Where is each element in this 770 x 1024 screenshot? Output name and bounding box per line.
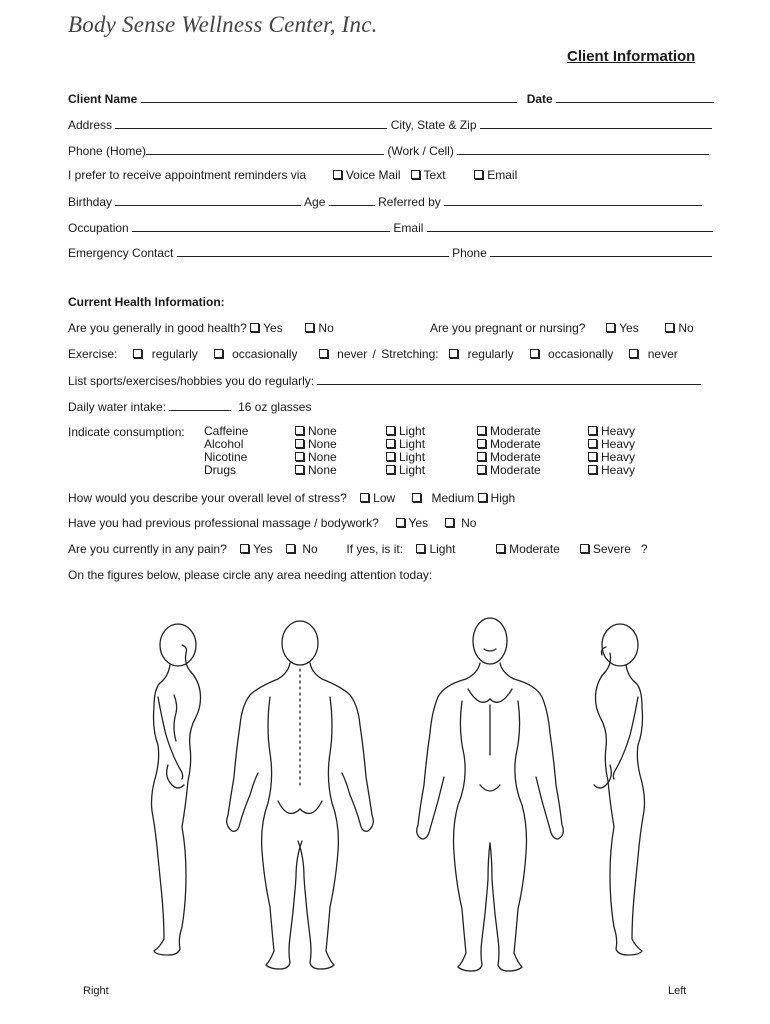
light-label: Light [399, 463, 426, 477]
page-title: Client Information [567, 48, 696, 65]
no-label: No [318, 321, 334, 335]
none-label: None [308, 450, 337, 464]
email-label: Email [393, 221, 424, 235]
birthday-label: Birthday [68, 195, 113, 209]
company-logo: Body Sense Wellness Center, Inc. [68, 12, 378, 37]
client-name-label: Client Name [68, 92, 138, 106]
body-figures[interactable] [110, 605, 670, 990]
caffeine-heavy-checkbox[interactable] [588, 426, 597, 435]
yes-label: Yes [408, 516, 429, 530]
stress-label: How would you describe your overall level of stress? [68, 491, 347, 505]
stretching-never-checkbox[interactable] [629, 349, 638, 358]
light-label: Light [399, 450, 426, 464]
question-mark: ? [640, 542, 648, 556]
caffeine-moderate-checkbox[interactable] [477, 426, 486, 435]
email-checkbox[interactable] [474, 170, 483, 179]
heavy-column [588, 425, 635, 477]
text-label: Text [423, 168, 446, 182]
city-state-zip-field[interactable] [480, 117, 712, 129]
no-label: No [461, 516, 477, 530]
low-label: Low [373, 491, 396, 505]
client-name-row [68, 91, 714, 106]
emergency-row [68, 245, 712, 260]
exercise-never-checkbox[interactable] [319, 349, 328, 358]
back-figure[interactable] [227, 621, 374, 969]
figures-instruction: On the figures below, please circle any area needing attention today: [68, 568, 433, 582]
drugs-heavy-checkbox[interactable] [588, 465, 597, 474]
occupation-label: Occupation [68, 221, 129, 235]
right-side-figure[interactable] [152, 624, 201, 955]
nicotine-light-checkbox[interactable] [386, 452, 395, 461]
none-label: None [308, 463, 337, 477]
left-figure-label: Left [668, 985, 687, 997]
never-label: never [337, 347, 368, 361]
reminders-row [68, 168, 517, 182]
occupation-row [68, 220, 713, 235]
light-label: Light [429, 542, 456, 556]
pain-label: Are you currently in any pain? [68, 542, 227, 556]
caffeine-light-checkbox[interactable] [386, 426, 395, 435]
age-label: Age [304, 195, 326, 209]
occasionally-label: occasionally [548, 347, 614, 361]
regularly-label: regularly [151, 347, 198, 361]
pain-severe-checkbox[interactable] [580, 544, 589, 553]
drugs-none-checkbox[interactable] [295, 465, 304, 474]
age-field[interactable] [329, 194, 375, 206]
moderate-column [477, 425, 541, 477]
none-label: None [308, 437, 337, 451]
email-option-label: Email [487, 168, 518, 182]
work-cell-field[interactable] [457, 143, 709, 155]
emergency-phone-label: Phone [452, 246, 487, 260]
water-field[interactable] [169, 399, 231, 411]
pregnant-row [430, 321, 694, 335]
birthday-row [68, 194, 702, 209]
moderate-label: Moderate [490, 450, 541, 464]
good-health-label: Are you generally in good health? [68, 321, 247, 335]
client-name-field[interactable] [141, 91, 517, 103]
alcohol-heavy-checkbox[interactable] [588, 439, 597, 448]
drugs-moderate-checkbox[interactable] [477, 465, 486, 474]
severe-label: Severe [592, 542, 631, 556]
drugs-label: Drugs [204, 463, 237, 477]
stress-low-checkbox[interactable] [360, 493, 369, 502]
exercise-row [68, 347, 678, 361]
substance-column [204, 425, 248, 477]
exercise-regularly-checkbox[interactable] [133, 349, 142, 358]
none-label: None [308, 424, 337, 438]
sports-field[interactable] [317, 373, 701, 385]
exercise-label: Exercise: [68, 347, 118, 361]
yes-label: Yes [619, 321, 639, 335]
reminders-label: I prefer to receive appointment reminders via [68, 168, 307, 182]
address-row [68, 117, 712, 132]
emergency-contact-label: Emergency Contact [68, 246, 174, 260]
stretching-label: Stretching: [381, 347, 439, 361]
regularly-label: regularly [467, 347, 514, 361]
nicotine-label: Nicotine [204, 450, 248, 464]
high-label: High [490, 491, 516, 505]
pain-no-checkbox[interactable] [286, 544, 295, 553]
moderate-label: Moderate [509, 542, 560, 556]
voice-mail-checkbox[interactable] [333, 170, 342, 179]
birthday-field[interactable] [115, 194, 301, 206]
nicotine-none-checkbox[interactable] [295, 452, 304, 461]
heavy-label: Heavy [601, 437, 636, 451]
yes-label: Yes [263, 321, 283, 335]
front-figure[interactable] [417, 618, 564, 971]
massage-row [68, 516, 476, 530]
good-health-no-checkbox[interactable] [305, 323, 314, 332]
light-label: Light [399, 437, 426, 451]
massage-no-checkbox[interactable] [445, 518, 454, 527]
none-column [295, 425, 337, 477]
heavy-label: Heavy [601, 450, 636, 464]
stretching-regularly-checkbox[interactable] [449, 349, 458, 358]
never-label: never [647, 347, 678, 361]
stress-row [68, 491, 515, 505]
moderate-label: Moderate [490, 463, 541, 477]
caffeine-label: Caffeine [204, 424, 249, 438]
if-yes-label: If yes, is it: [346, 542, 404, 556]
heavy-label: Heavy [601, 463, 636, 477]
alcohol-light-checkbox[interactable] [386, 439, 395, 448]
no-label: No [302, 542, 318, 556]
occupation-field[interactable] [132, 220, 390, 232]
pregnant-yes-checkbox[interactable] [606, 323, 615, 332]
sports-label: List sports/exercises/hobbies you do regularly: [68, 374, 315, 388]
moderate-label: Moderate [490, 424, 541, 438]
pain-moderate-checkbox[interactable] [496, 544, 505, 553]
heavy-label: Heavy [601, 424, 636, 438]
work-cell-label: (Work / Cell) [387, 144, 454, 158]
massage-yes-checkbox[interactable] [396, 518, 405, 527]
emergency-phone-field[interactable] [490, 245, 712, 257]
good-health-row [68, 321, 334, 335]
massage-label: Have you had previous professional massage / bodywork? [68, 516, 379, 530]
sports-row [68, 373, 701, 388]
consumption-label: Indicate consumption: [68, 425, 185, 439]
date-field[interactable] [556, 91, 714, 103]
water-unit-label: 16 oz glasses [238, 400, 312, 414]
stress-high-checkbox[interactable] [478, 493, 487, 502]
nicotine-heavy-checkbox[interactable] [588, 452, 597, 461]
good-health-yes-checkbox[interactable] [250, 323, 259, 332]
address-field[interactable] [115, 117, 387, 129]
stress-medium-checkbox[interactable] [412, 493, 421, 502]
no-label: No [678, 321, 694, 335]
moderate-label: Moderate [490, 437, 541, 451]
text-checkbox[interactable] [411, 170, 420, 179]
referred-by-field[interactable] [444, 194, 702, 206]
phone-home-field[interactable] [146, 143, 384, 155]
separator: / [372, 347, 376, 361]
occasionally-label: occasionally [232, 347, 298, 361]
health-heading: Current Health Information: [68, 295, 225, 309]
alcohol-none-checkbox[interactable] [295, 439, 304, 448]
right-figure-label: Right [83, 985, 109, 997]
date-label: Date [526, 92, 553, 106]
stretching-occasionally-checkbox[interactable] [530, 349, 539, 358]
city-state-zip-label: City, State & Zip [390, 118, 477, 132]
pain-yes-checkbox[interactable] [240, 544, 249, 553]
pregnant-label: Are you pregnant or nursing? [430, 321, 586, 335]
pain-row [68, 542, 648, 556]
nicotine-moderate-checkbox[interactable] [477, 452, 486, 461]
light-column [386, 425, 425, 477]
caffeine-none-checkbox[interactable] [295, 426, 304, 435]
left-side-figure[interactable] [594, 624, 645, 955]
emergency-contact-field[interactable] [177, 245, 449, 257]
water-row [68, 399, 311, 414]
alcohol-label: Alcohol [204, 437, 244, 451]
exercise-occasionally-checkbox[interactable] [214, 349, 223, 358]
water-label: Daily water intake: [68, 400, 167, 414]
light-label: Light [399, 424, 426, 438]
email-field[interactable] [427, 220, 713, 232]
medium-label: Medium [431, 491, 475, 505]
referred-by-label: Referred by [378, 195, 441, 209]
yes-label: Yes [253, 542, 273, 556]
pregnant-no-checkbox[interactable] [665, 323, 674, 332]
phone-home-label: Phone (Home) [68, 144, 147, 158]
alcohol-moderate-checkbox[interactable] [477, 439, 486, 448]
voice-mail-label: Voice Mail [345, 168, 401, 182]
phone-row [68, 143, 709, 158]
pain-light-checkbox[interactable] [416, 544, 425, 553]
address-label: Address [68, 118, 113, 132]
drugs-light-checkbox[interactable] [386, 465, 395, 474]
